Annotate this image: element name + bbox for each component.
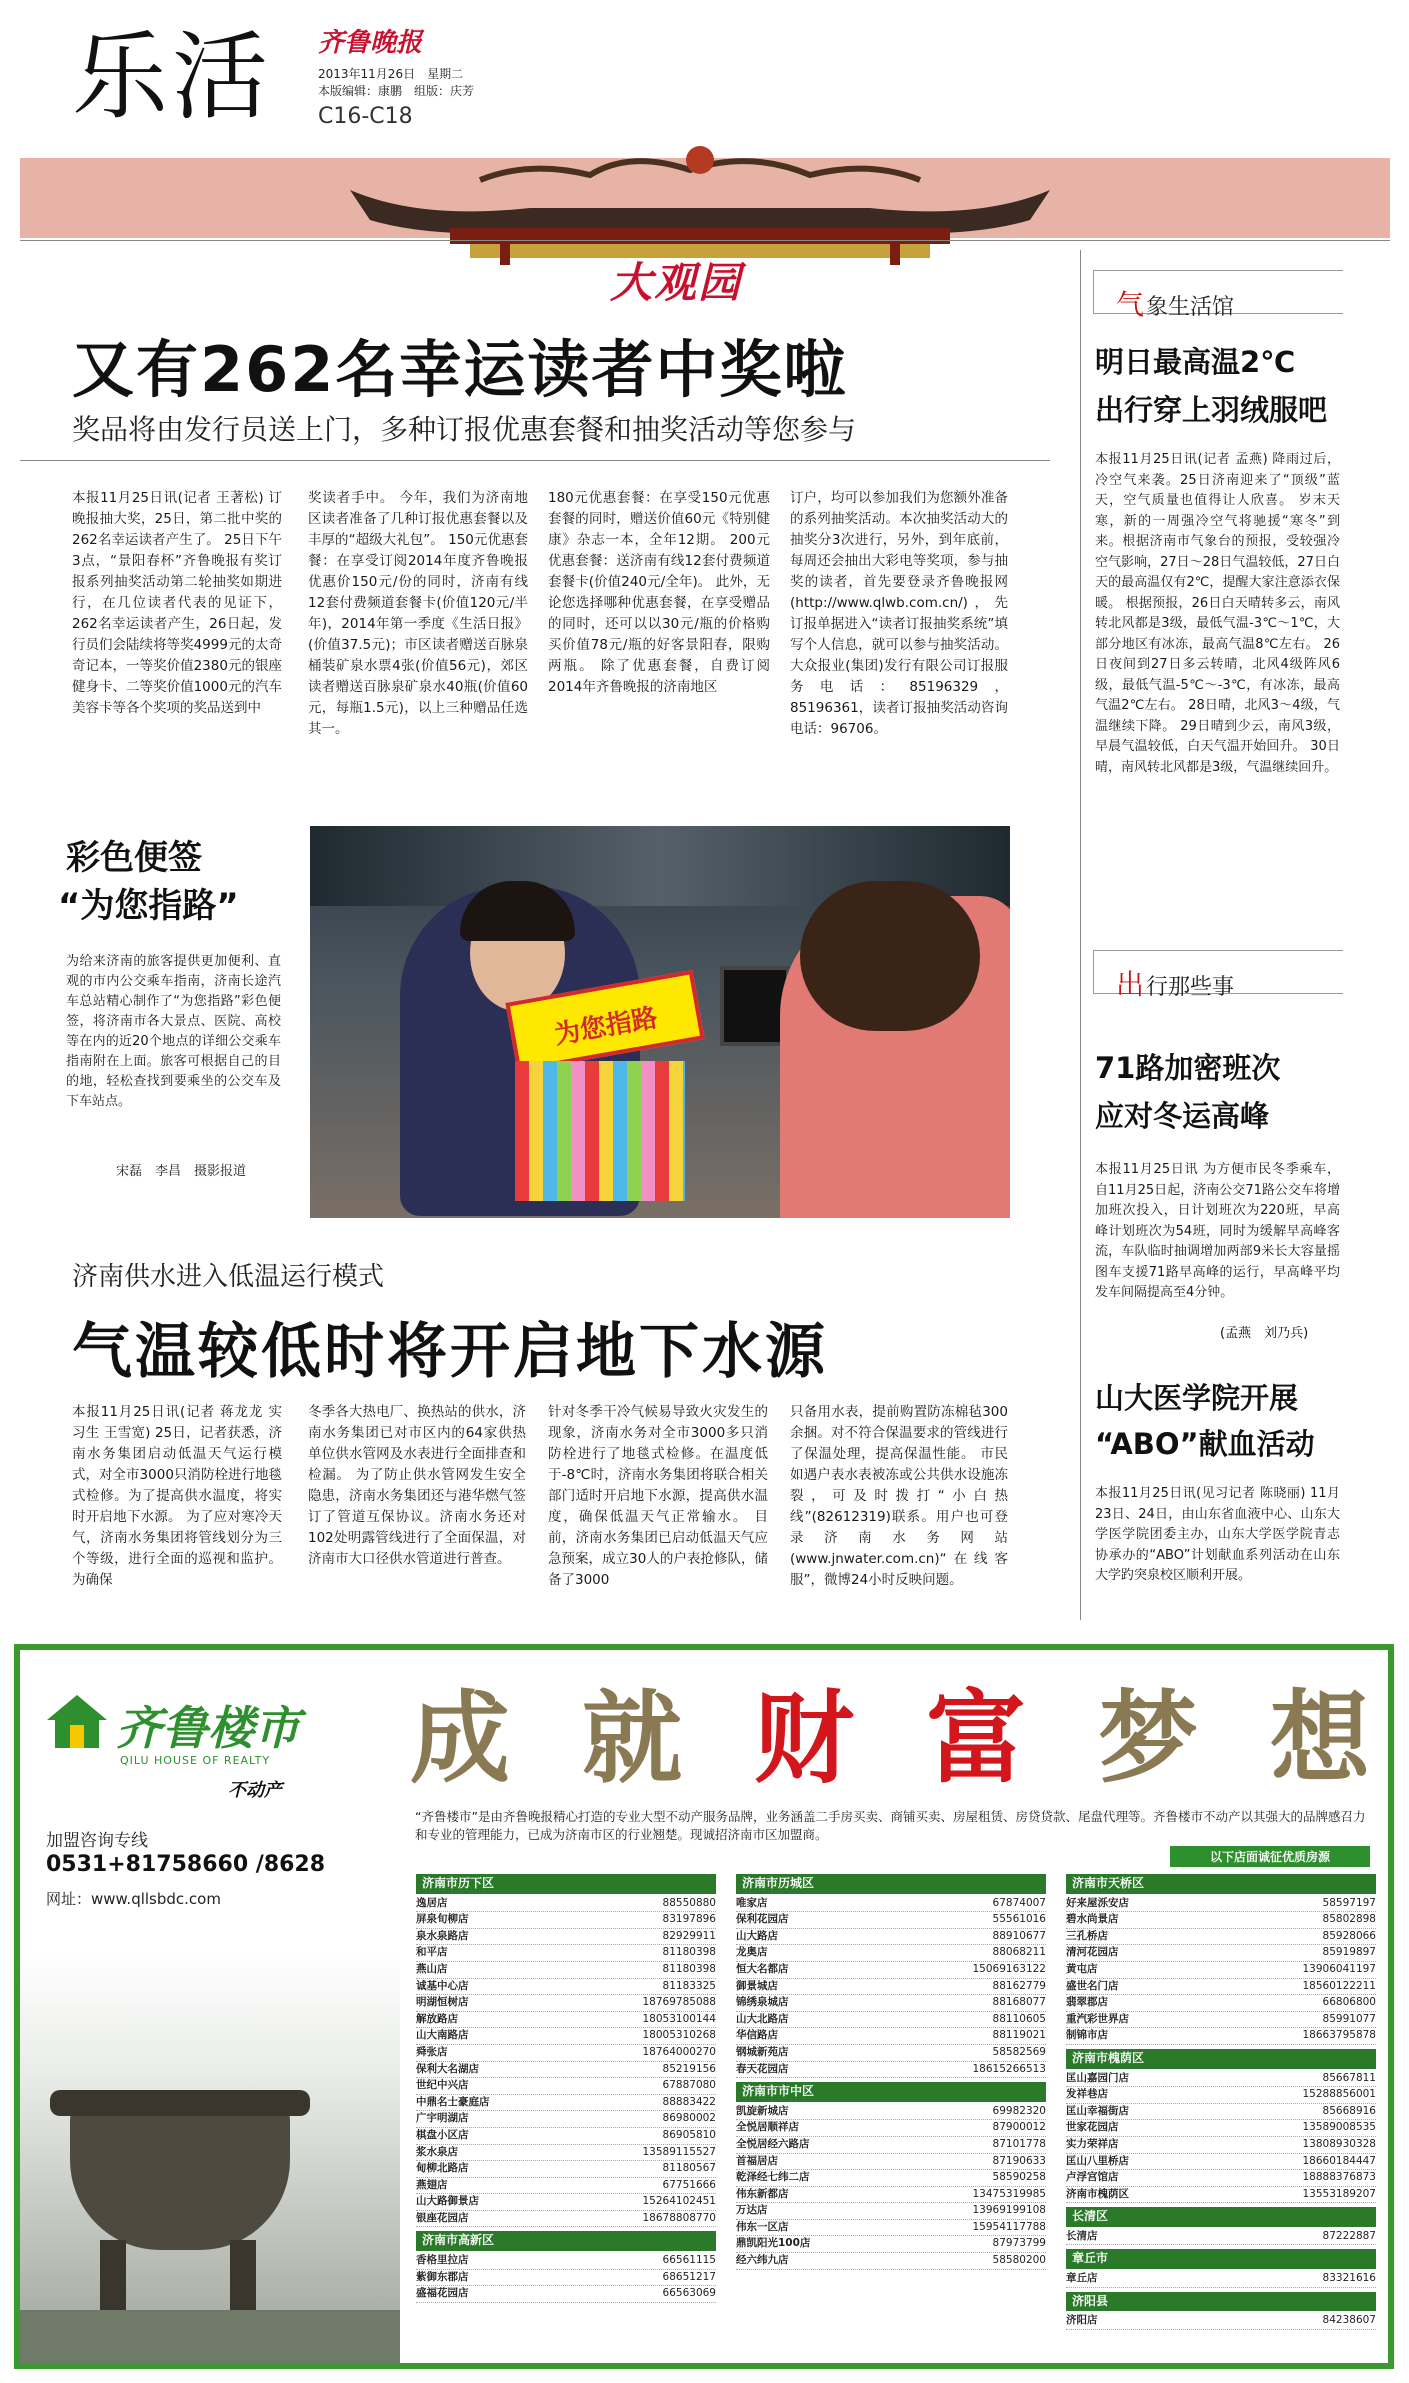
store-name: 龙奥店 xyxy=(736,1946,768,1959)
store-row xyxy=(1066,2012,1376,2029)
roof-decoration-icon xyxy=(330,120,1070,265)
store-name: 香格里拉店 xyxy=(416,2254,469,2267)
store-name: 匡山八里桥店 xyxy=(1066,2154,1129,2167)
traffic-credit: (孟燕 刘乃兵) xyxy=(1220,1326,1309,1341)
store-row xyxy=(416,1945,716,1962)
store-phone: 13475319985 xyxy=(972,2187,1046,2200)
store-phone: 15954117788 xyxy=(972,2220,1046,2233)
ad-slogan xyxy=(410,1680,1370,1797)
sign-body: 为给来济南的旅客提供更加便利、直观的市内公交乘车指南，济南长途汽车总站精心制作了“为您指路”彩色便签，将济南市各大景点、医院、高校等在内的近20个地点的详细公交乘车指南附在上面。旅客可根据自己的目的地，轻松查找到要乘坐的公交车及下车站点。 xyxy=(66,954,281,1109)
store-name: 银座花园店 xyxy=(416,2211,469,2224)
traffic-tag xyxy=(1093,950,1343,1001)
slogan-char-3: 财 xyxy=(754,1680,854,1797)
store-phone: 87222887 xyxy=(1322,2229,1376,2242)
store-row xyxy=(416,1912,716,1929)
store-list-col-3 xyxy=(1066,1870,1376,2330)
store-row xyxy=(416,2270,716,2287)
ad-hotline: 0531+81758660 /8628 xyxy=(46,1852,326,1877)
store-phone: 18615266513 xyxy=(972,2062,1046,2075)
store-row xyxy=(416,2128,716,2145)
slogan-char-2: 就 xyxy=(582,1680,682,1797)
store-phone: 18764000270 xyxy=(642,2045,716,2058)
traffic-head-1: 71路加密班次 xyxy=(1095,1051,1281,1085)
store-phone: 18005310268 xyxy=(642,2029,716,2042)
store-name: 万达店 xyxy=(736,2204,768,2217)
store-phone: 87973799 xyxy=(992,2237,1046,2250)
store-phone: 15288856001 xyxy=(1302,2088,1376,2101)
store-name: 锦绣泉城店 xyxy=(736,1996,789,2009)
store-row xyxy=(416,1896,716,1913)
store-row xyxy=(1066,2120,1376,2137)
store-name: 广宇明湖店 xyxy=(416,2112,469,2125)
store-row xyxy=(416,2028,716,2045)
ad-landscape-image xyxy=(20,1950,400,2363)
photo-customer-hair xyxy=(800,881,980,1031)
store-name: 重汽彩世界店 xyxy=(1066,2012,1129,2025)
store-row xyxy=(416,1995,716,2012)
store-row xyxy=(416,2178,716,2195)
store-name: 甸柳北路店 xyxy=(416,2162,469,2175)
store-name: 舜张店 xyxy=(416,2045,448,2058)
store-name: 保利大名湖店 xyxy=(416,2062,479,2075)
blood-head-2: “ABO”献血活动 xyxy=(1095,1427,1315,1461)
store-name: 诚基中心店 xyxy=(416,1979,469,1992)
traffic-tag-rest: 行那些事 xyxy=(1146,975,1235,1000)
issue-date: 2013年11月26日 xyxy=(318,67,416,81)
store-name: 凯旋新城店 xyxy=(736,2104,789,2117)
store-phone: 88168077 xyxy=(992,1996,1046,2009)
store-phone: 13906041197 xyxy=(1302,1962,1376,1975)
store-name: 恒大名都店 xyxy=(736,1962,789,1975)
store-row xyxy=(736,2203,1046,2220)
store-phone: 66561115 xyxy=(662,2254,716,2267)
store-name: 御景城店 xyxy=(736,1979,778,1992)
ad-brand: 齐鲁楼市 xyxy=(116,1701,300,1755)
traffic-body: 本报11月25日讯 为方便市民冬季乘车，自11月25日起，济南公交71路公交车将增加班次投入，日计划班次为220班，早高峰计划班次为54班，同时为缓解早高峰客流，车队临时抽调增加两部9米长大容量摇图车支援71路早高峰的运行，早高峰平均发车间隔提高至4分钟。 xyxy=(1095,1162,1340,1300)
store-name: 清河花园店 xyxy=(1066,1946,1119,1959)
store-name: 乾泽经七纬二店 xyxy=(736,2171,810,2184)
store-phone: 66563069 xyxy=(662,2287,716,2300)
store-row xyxy=(416,1962,716,1979)
store-name: 钢城新苑店 xyxy=(736,2045,789,2058)
store-phone: 13808930328 xyxy=(1302,2137,1376,2150)
store-phone: 18678808770 xyxy=(642,2211,716,2224)
store-list-col-1 xyxy=(416,1870,716,2303)
store-name: 实力荣祥店 xyxy=(1066,2137,1119,2150)
ad-url: 网址：www.qllsbdc.com xyxy=(46,1890,221,1908)
store-phone: 87190633 xyxy=(992,2154,1046,2167)
store-row xyxy=(416,2253,716,2270)
store-row xyxy=(1066,2271,1376,2288)
store-phone: 85668916 xyxy=(1322,2104,1376,2117)
store-row xyxy=(1066,2137,1376,2154)
store-phone: 88068211 xyxy=(992,1946,1046,1959)
store-phone: 15069163122 xyxy=(972,1962,1046,1975)
store-list-col-2 xyxy=(736,1870,1046,2270)
store-row xyxy=(736,2253,1046,2270)
store-name: 鼎凯阳光100店 xyxy=(736,2237,811,2250)
store-row xyxy=(416,2078,716,2095)
store-name: 山大南路店 xyxy=(416,2029,469,2042)
main-col-3: 180元优惠套餐：在享受150元优惠套餐的同时，赠送价值60元《特别健康》杂志一本，全年12期。 200元优惠套餐：送济南有线12套付费频道套餐卡(价值240元/全年)。 此外，无论您选择哪种优惠套餐，在享受赠品的同时，还可以以30元/瓶的价格购买价值78元/瓶的好客景阳春，限购两瓶。 除了优惠套餐，自费订阅2014年齐鲁晚报的济南地区 xyxy=(548,490,770,695)
district-header: 济南市历城区 xyxy=(736,1874,1046,1894)
store-phone: 85991077 xyxy=(1322,2012,1376,2025)
store-row xyxy=(736,1896,1046,1913)
store-name: 盛福花园店 xyxy=(416,2287,469,2300)
store-name: 伟东一区店 xyxy=(736,2220,789,2233)
issue-editor: 本版编辑：康鹏 xyxy=(318,84,403,98)
store-row xyxy=(1066,2087,1376,2104)
ad-hotline-label: 加盟咨询专线 xyxy=(46,1831,148,1851)
store-row xyxy=(736,1945,1046,1962)
ad-brand-en: QILU HOUSE OF REALTY xyxy=(120,1754,271,1767)
store-name: 唯家店 xyxy=(736,1896,768,1909)
store-name: 长清店 xyxy=(1066,2229,1098,2242)
store-name: 山大北路店 xyxy=(736,2012,789,2025)
district-header: 章丘市 xyxy=(1066,2249,1376,2269)
store-name: 和平店 xyxy=(416,1946,448,1959)
store-row xyxy=(736,1979,1046,1996)
store-phone: 81183325 xyxy=(662,1979,716,1992)
store-row xyxy=(416,2161,716,2178)
district-header: 济阳县 xyxy=(1066,2292,1376,2312)
store-name: 世纪中兴店 xyxy=(416,2079,469,2092)
store-phone: 55561016 xyxy=(992,1913,1046,1926)
store-row xyxy=(736,1912,1046,1929)
store-row xyxy=(1066,2104,1376,2121)
store-name: 保利花园店 xyxy=(736,1913,789,1926)
store-phone: 18663795878 xyxy=(1302,2029,1376,2042)
store-phone: 58580200 xyxy=(992,2254,1046,2267)
water-col-4: 只备用水表，提前购置防冻棉毡300余捆。对不符合保温要求的管线进行了保温处理，提高保温性能。 市民如遇户表水表被冻或公共供水设施冻裂，可及时拨打“小白热线”(82612319)联系。用户也可登录济南水务网站(www.jnwater.com.cn)“在线客服”，微博24小时反映问题。 xyxy=(790,1404,1008,1588)
sidebar-rule xyxy=(1080,250,1081,1620)
store-name: 匡山幸福街店 xyxy=(1066,2104,1129,2117)
slogan-char-1: 成 xyxy=(410,1680,510,1797)
store-row xyxy=(1066,2154,1376,2171)
store-phone: 67751666 xyxy=(662,2178,716,2191)
header-rule xyxy=(20,240,1390,241)
store-phone: 85219156 xyxy=(662,2062,716,2075)
district-header: 济南市高新区 xyxy=(416,2231,716,2251)
store-phone: 88110605 xyxy=(992,2012,1046,2025)
store-name: 中鼎名士豪庭店 xyxy=(416,2095,490,2108)
store-phone: 83197896 xyxy=(662,1913,716,1926)
photo-notes xyxy=(515,1061,685,1201)
store-phone: 15264102451 xyxy=(642,2195,716,2208)
store-row xyxy=(1066,2313,1376,2330)
store-name: 燕山店 xyxy=(416,1962,448,1975)
store-row xyxy=(416,2062,716,2079)
weather-head-1: 明日最高温2℃ xyxy=(1095,345,1296,379)
main-col-4: 订户，均可以参加我们为您额外准备的系列抽奖活动。本次抽奖活动大的抽奖分3次进行，另外，到年底前，每周还会抽出大彩电等奖项，参与抽奖的读者，首先要登录齐鲁晚报网(http://www.qlwb.com.cn/)，先订报单据进入“读者订报抽奖系统”填写个人信息，就可以参与抽奖活动。 大众报业(集团)发行有限公司订报服务电话：85196329，85196361，读者订报抽奖活动咨询电话：96706。 xyxy=(790,490,1008,737)
store-phone: 84238607 xyxy=(1322,2314,1376,2327)
store-row xyxy=(736,2154,1046,2171)
store-name: 棋盘小区店 xyxy=(416,2128,469,2141)
store-row xyxy=(416,2111,716,2128)
store-name: 泉水泉路店 xyxy=(416,1929,469,1942)
store-row xyxy=(736,2120,1046,2137)
store-name: 山大路店 xyxy=(736,1929,778,1942)
realty-ad xyxy=(14,1644,1394,2369)
store-name: 首福居店 xyxy=(736,2154,778,2167)
issue-weekday: 星期二 xyxy=(427,67,464,81)
traffic-tag-first: 出 xyxy=(1116,968,1145,1001)
store-row xyxy=(736,2187,1046,2204)
district-header: 济南市历下区 xyxy=(416,1874,716,1894)
store-row xyxy=(736,2137,1046,2154)
store-row xyxy=(1066,2187,1376,2204)
store-phone: 88883422 xyxy=(662,2095,716,2108)
store-phone: 66806800 xyxy=(1322,1996,1376,2009)
store-row xyxy=(1066,1912,1376,1929)
store-row xyxy=(1066,1979,1376,1996)
store-row xyxy=(736,2028,1046,2045)
store-phone: 58590258 xyxy=(992,2171,1046,2184)
house-logo-icon xyxy=(42,1690,112,1750)
store-phone: 18660184447 xyxy=(1302,2154,1376,2167)
ad-vessel-rim xyxy=(50,2090,310,2116)
district-header: 济南市槐荫区 xyxy=(1066,2049,1376,2069)
sign-head-1: 彩色便签 xyxy=(66,838,202,878)
store-row xyxy=(736,1995,1046,2012)
main-subhead: 奖品将由发行员送上门，多种订报优惠套餐和抽奖活动等您参与 xyxy=(72,413,857,446)
water-col-2: 冬季各大热电厂、换热站的供水，济南水务集团已对市区内的64家供热单位供水管网及水表进行全面排查和检漏。 为了防止供水管网发生安全隐患，济南水务集团还与港华燃气签订了管道互保协议。济南水务还对102处明露管线进行了全面保温，对济南市大口径供水管道进行普查。 xyxy=(308,1404,526,1567)
main-headline: 又有262名幸运读者中奖啦 xyxy=(72,333,848,406)
store-row xyxy=(416,2194,716,2211)
sub-rule xyxy=(20,460,1050,461)
store-name: 山大路御景店 xyxy=(416,2195,479,2208)
water-kicker: 济南供水进入低温运行模式 xyxy=(72,1262,385,1292)
store-phone: 87101778 xyxy=(992,2137,1046,2150)
ad-vessel-body xyxy=(70,2100,290,2250)
store-row xyxy=(1066,1929,1376,1946)
store-row xyxy=(736,2170,1046,2187)
store-phone: 86905810 xyxy=(662,2128,716,2141)
ad-brand-tag: 不动产 xyxy=(228,1780,282,1801)
store-row xyxy=(416,1929,716,1946)
photo-board-text: 为您指路 xyxy=(552,1003,660,1051)
news-photo xyxy=(310,826,1010,1218)
store-name: 春天花园店 xyxy=(736,2062,789,2075)
store-phone: 86980002 xyxy=(662,2112,716,2125)
store-name: 济南市槐荫区 xyxy=(1066,2187,1129,2200)
store-phone: 88550880 xyxy=(662,1896,716,1909)
blood-body: 本报11月25日讯(见习记者 陈晓丽) 11月23日、24日，由山东省血液中心、山东大学医学院团委主办，山东大学医学院青志协承办的“ABO”计划献血系列活动在山东大学趵突泉校区顺利开展。 xyxy=(1095,1486,1340,1583)
store-name: 经六纬九店 xyxy=(736,2254,789,2267)
sign-head-2: “为您指路” xyxy=(58,886,239,926)
store-phone: 85667811 xyxy=(1322,2071,1376,2084)
section-title: 乐活 xyxy=(72,21,272,133)
main-col-1: 本报11月25日讯(记者 王著松) 订晚报抽大奖，25日，第二批中奖的262名幸运读者产生了。 25日下午3点，“景阳春杯”齐鲁晚报有奖订报系列抽奖活动第二轮抽奖如期进行，在几位读者代表的见证下，262名幸运读者产生，26日起，发行员们会陆续将等奖4999元的太奇奇记本，一等奖价值2380元的银座健身卡、二等奖价值1000元的汽车美容卡等各个奖项的奖品送到中 xyxy=(72,490,282,716)
district-header: 济南市天桥区 xyxy=(1066,1874,1376,1894)
store-name: 翡翠郡店 xyxy=(1066,1996,1108,2009)
slogan-char-6: 想 xyxy=(1270,1680,1370,1797)
issue-designer: 组版：庆芳 xyxy=(414,84,475,98)
store-phone: 85919897 xyxy=(1322,1946,1376,1959)
store-name: 明湖恒树店 xyxy=(416,1996,469,2009)
store-name: 卢浮宫馆店 xyxy=(1066,2171,1119,2184)
store-phone: 85802898 xyxy=(1322,1913,1376,1926)
store-row xyxy=(736,2045,1046,2062)
store-phone: 81180398 xyxy=(662,1962,716,1975)
store-phone: 18053100144 xyxy=(642,2012,716,2025)
traffic-head-2: 应对冬运高峰 xyxy=(1095,1099,1270,1133)
store-phone: 13589008535 xyxy=(1302,2121,1376,2134)
store-name: 全悦居顺祥店 xyxy=(736,2121,799,2134)
store-row xyxy=(1066,2071,1376,2088)
store-phone: 13969199108 xyxy=(972,2204,1046,2217)
store-phone: 18560122211 xyxy=(1302,1979,1376,1992)
weather-tag-first: 气 xyxy=(1116,288,1145,321)
store-phone: 81180398 xyxy=(662,1946,716,1959)
paper-name: 齐鲁晚报 xyxy=(318,28,423,58)
store-row xyxy=(736,1929,1046,1946)
store-name: 燕翅店 xyxy=(416,2178,448,2191)
store-name: 屏泉旬柳店 xyxy=(416,1913,469,1926)
store-name: 浆水泉店 xyxy=(416,2145,458,2158)
store-name: 紫御东郡店 xyxy=(416,2270,469,2283)
slogan-char-5: 梦 xyxy=(1098,1680,1198,1797)
store-name: 伟东新都店 xyxy=(736,2187,789,2200)
store-name: 发祥巷店 xyxy=(1066,2088,1108,2101)
store-phone: 87900012 xyxy=(992,2121,1046,2134)
store-phone: 85928066 xyxy=(1322,1929,1376,1942)
weather-tag xyxy=(1093,270,1343,321)
page-range: C16-C18 xyxy=(318,104,413,129)
store-phone: 68651217 xyxy=(662,2270,716,2283)
store-row xyxy=(736,2012,1046,2029)
store-phone: 83321616 xyxy=(1322,2272,1376,2285)
store-phone: 82929911 xyxy=(662,1929,716,1942)
store-name: 世家花园店 xyxy=(1066,2121,1119,2134)
main-col-2: 奖读者手中。 今年，我们为济南地区读者准备了几种订报优惠套餐以及丰厚的“超级大礼包”。 150元优惠套餐：在享受订阅2014年度齐鲁晚报优惠价150元/份的同时，济南有线12套付费频道套餐卡(价值120元/半年)，2014年第一季度《生活日报》(价值37.5元)；市区读者赠送百脉泉桶装矿泉水票4张(价值56元)，郊区读者赠送百脉泉矿泉水40瓶(价值60元，每瓶1.5元)，以上三种赠品任选其一。 xyxy=(308,490,528,737)
water-col-1: 本报11月25日讯(记者 蒋龙龙 实习生 王雪宽) 25日，记者获悉，济南水务集团启动低温天气运行模式，对全市3000只消防栓进行地毯式检修。为了提高供水温度，将实时开启地下水源。 为了应对寒冷天气，济南水务集团将管线划分为三个等级，进行全面的巡视和监护。为确保 xyxy=(72,1404,282,1588)
district-header: 济南市市中区 xyxy=(736,2082,1046,2102)
section-banner: 大观园 xyxy=(610,258,743,307)
ad-ground xyxy=(20,2310,400,2363)
store-phone: 88162779 xyxy=(992,1979,1046,1992)
district-header: 长清区 xyxy=(1066,2207,1376,2227)
store-name: 全悦居经六路店 xyxy=(736,2137,810,2150)
weather-body: 本报11月25日讯(记者 孟燕) 降雨过后，冷空气来袭。25日济南迎来了“顶级”蓝天，空气质量也值得让人欣喜。 岁末天寒，新的一周强冷空气将驰援“寒冬”到来。根据济南市气象台的预报，受较强冷空气影响，27日～28日气温较低，27日白天的最高温仅有2℃，提醒大家注意添衣保暖。 根据预报，26日白天晴转多云，南风转北风都是3级，最低气温-3℃～1℃，大部分地区有冰冻，最高气温8℃左右。 26日夜间到27日多云转晴，北风4级阵风6级，最低气温-5℃～-3℃，有冰冻，最高气温2℃左右。 28日晴，北风3～4级，气温继续下降。 29日晴到少云，南风3级，早晨气温较低，白天气温开始回升。 30日晴，南风转北风都是3级，气温继续回升。 xyxy=(1095,452,1340,775)
store-row xyxy=(736,2104,1046,2121)
store-row xyxy=(416,2095,716,2112)
store-phone: 88119021 xyxy=(992,2029,1046,2042)
store-name: 解放路店 xyxy=(416,2012,458,2025)
store-row xyxy=(736,1962,1046,1979)
store-row xyxy=(416,1979,716,1996)
store-name: 匡山嘉园门店 xyxy=(1066,2071,1129,2084)
store-phone: 18888376873 xyxy=(1302,2171,1376,2184)
blood-head-1: 山大医学院开展 xyxy=(1095,1381,1299,1415)
store-row xyxy=(1066,1945,1376,1962)
store-row xyxy=(416,2286,716,2303)
store-name: 碧水尚景店 xyxy=(1066,1913,1119,1926)
store-name: 逸居店 xyxy=(416,1896,448,1909)
store-row xyxy=(1066,2028,1376,2045)
weather-head-2: 出行穿上羽绒服吧 xyxy=(1095,393,1328,427)
store-phone: 81180567 xyxy=(662,2162,716,2175)
store-row xyxy=(1066,2170,1376,2187)
store-row xyxy=(736,2062,1046,2079)
store-row xyxy=(1066,2229,1376,2246)
ad-cta: 以下店面诚征优质房源 xyxy=(1170,1846,1370,1867)
store-row xyxy=(416,2211,716,2228)
store-row xyxy=(416,2012,716,2029)
store-phone: 58582569 xyxy=(992,2045,1046,2058)
ad-intro: “齐鲁楼市”是由齐鲁晚报精心打造的专业大型不动产服务品牌，业务涵盖二手房买卖、商铺买卖、房屋租赁、房贷贷款、尾盘代理等。齐鲁楼市不动产以其强大的品牌感召力和专业的管理能力，已成为济南市区的行业翘楚。现诚招济南市区加盟商。 xyxy=(415,1809,1366,1842)
store-phone: 67874007 xyxy=(992,1896,1046,1909)
weather-tag-rest: 象生活馆 xyxy=(1146,295,1235,320)
slogan-char-4: 富 xyxy=(926,1680,1026,1797)
store-phone: 18769785088 xyxy=(642,1996,716,2009)
issue-info xyxy=(318,66,474,100)
store-name: 好来屋泺安店 xyxy=(1066,1896,1129,1909)
store-row xyxy=(1066,1896,1376,1913)
store-name: 制锦市店 xyxy=(1066,2029,1108,2042)
store-name: 黄屯店 xyxy=(1066,1962,1098,1975)
store-row xyxy=(416,2145,716,2162)
store-phone: 13553189207 xyxy=(1302,2187,1376,2200)
store-name: 盛世名门店 xyxy=(1066,1979,1119,1992)
store-phone: 88910677 xyxy=(992,1929,1046,1942)
store-phone: 13589115527 xyxy=(642,2145,716,2158)
water-headline: 气温较低时将开启地下水源 xyxy=(72,1317,828,1387)
store-name: 济阳店 xyxy=(1066,2314,1098,2327)
sign-credit: 宋磊 李昌 摄影报道 xyxy=(116,1164,247,1179)
store-name: 华信路店 xyxy=(736,2029,778,2042)
store-name: 三孔桥店 xyxy=(1066,1929,1108,1942)
water-col-3: 针对冬季干冷气候易导致火灾发生的现象，济南水务对全市3000多只消防栓进行了地毯式检修。在温度低于-8℃时，济南水务集团将联合相关部门适时开启地下水源，提高供水温度，确保低温天气正常输水。 目前，济南水务集团已启动低温天气应急预案，成立30人的户表抢修队，储备了3000 xyxy=(548,1404,768,1588)
store-name: 章丘店 xyxy=(1066,2272,1098,2285)
store-phone: 67887080 xyxy=(662,2079,716,2092)
store-row xyxy=(1066,1995,1376,2012)
store-row xyxy=(416,2045,716,2062)
store-phone: 58597197 xyxy=(1322,1896,1376,1909)
store-phone: 69982320 xyxy=(992,2104,1046,2117)
store-row xyxy=(736,2220,1046,2237)
store-row xyxy=(1066,1962,1376,1979)
store-row xyxy=(736,2236,1046,2253)
